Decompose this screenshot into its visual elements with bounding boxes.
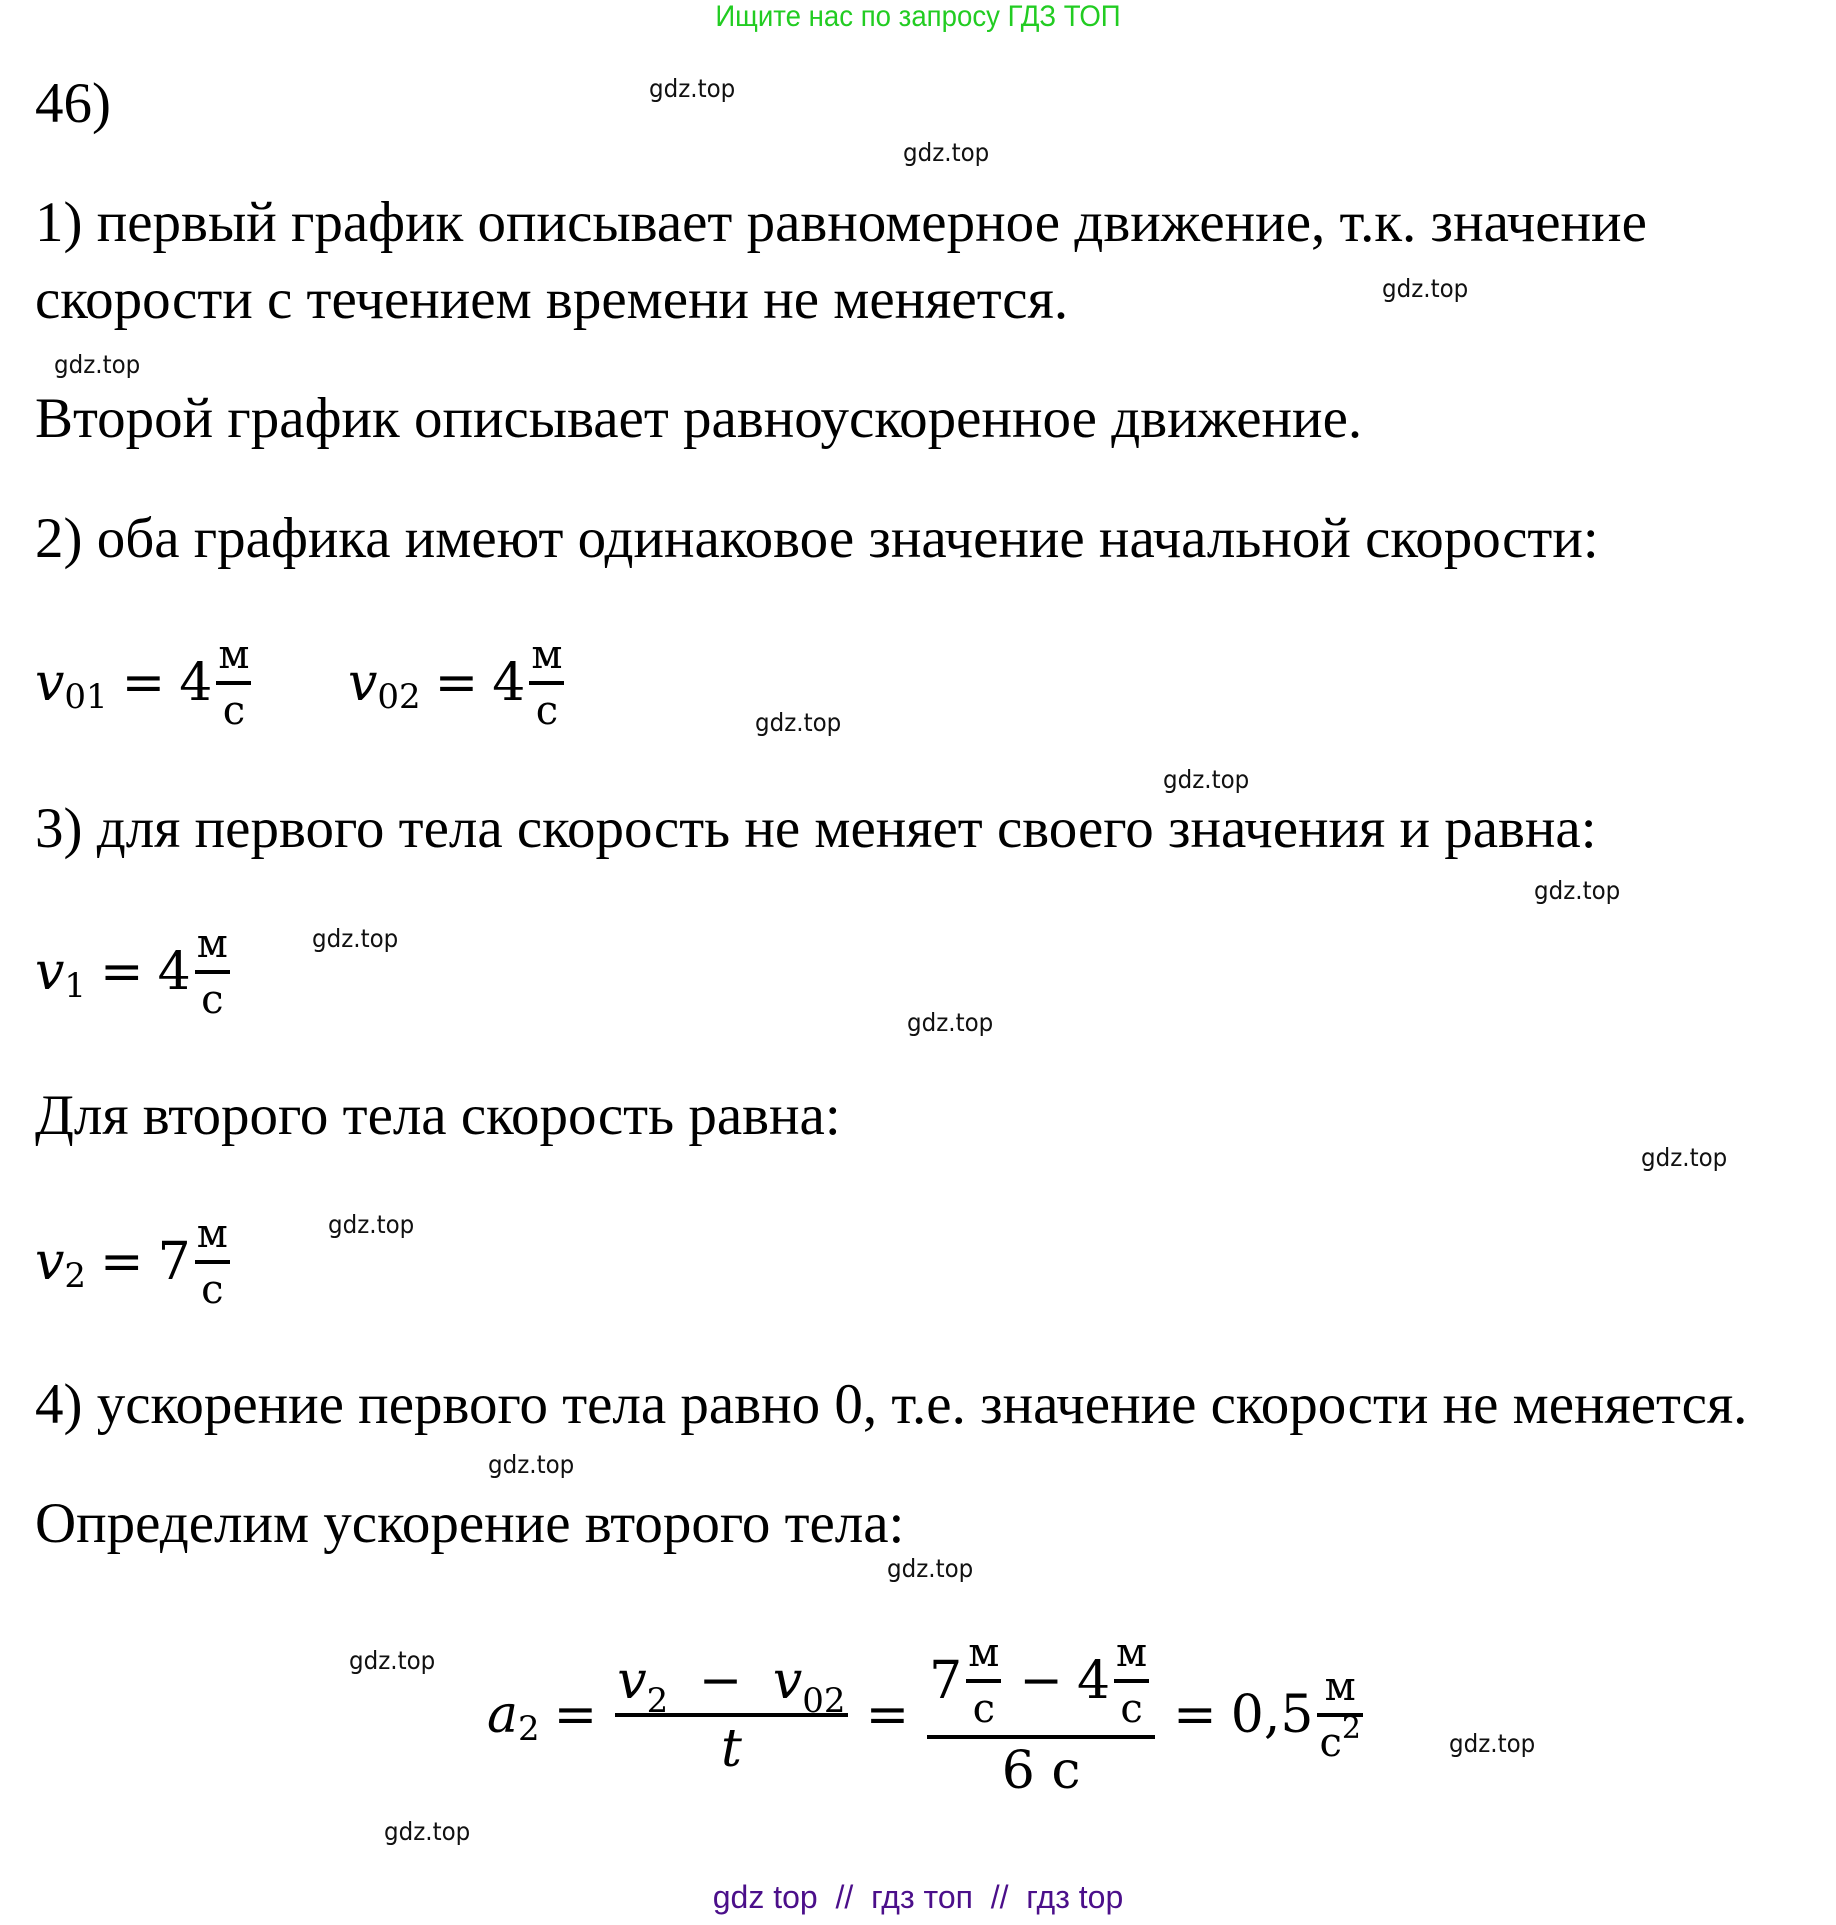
unit-exponent: 2: [1341, 1711, 1361, 1746]
v02-symbol: v: [348, 652, 378, 713]
unit-denominator: с: [535, 687, 559, 734]
equals-sign: =: [1173, 1685, 1217, 1745]
watermark: gdz.top: [1449, 1729, 1536, 1758]
v02-subscript: 02: [802, 1681, 846, 1721]
watermark: gdz.top: [1163, 765, 1250, 794]
unit-fraction: [216, 631, 251, 734]
unit-numerator: м: [1116, 1630, 1148, 1676]
equals-sign: =: [865, 1685, 910, 1745]
a2-subscript: 2: [518, 1709, 540, 1749]
watermark: gdz.top: [1382, 274, 1469, 303]
watermark: gdz.top: [907, 1008, 994, 1037]
v2-value: 7: [929, 1651, 963, 1711]
equation-v02: [348, 625, 568, 740]
equals-sign: =: [100, 941, 144, 1002]
watermark: gdz.top: [488, 1450, 575, 1479]
watermark: gdz.top: [328, 1210, 415, 1239]
acceleration-formula-fraction: [615, 1651, 847, 1779]
unit-denominator: с: [972, 1686, 995, 1732]
watermark: gdz.top: [54, 350, 141, 379]
watermark: gdz.top: [755, 708, 842, 737]
unit-denominator: с: [201, 1266, 224, 1313]
substituted-numerator: [927, 1630, 1155, 1732]
watermark: gdz.top: [1641, 1143, 1728, 1172]
result-unit-fraction: [1317, 1664, 1363, 1766]
v02-value: 4: [492, 652, 526, 713]
v02-subscript: 02: [377, 676, 421, 717]
v2-symbol: v: [35, 1231, 65, 1292]
equals-sign: =: [553, 1685, 598, 1745]
answer-1-second-graph: Второй график описывает равноускоренное движение.: [35, 387, 1363, 450]
v01-symbol: v: [35, 652, 65, 713]
unit-fraction: [966, 1630, 1001, 1732]
fraction-bar: [927, 1735, 1155, 1739]
unit-fraction: [529, 631, 564, 734]
unit-fraction: [195, 1210, 230, 1313]
v02-symbol: v: [772, 1651, 803, 1711]
v2-subscript: 2: [64, 1255, 87, 1296]
substituted-fraction: [927, 1630, 1155, 1801]
equals-sign: =: [121, 652, 166, 713]
time-value: 6 с: [1001, 1741, 1081, 1801]
watermark: gdz.top: [384, 1817, 471, 1846]
footer-links[interactable]: gdz top // гдз топ // гдз top: [712, 1879, 1124, 1915]
minus-sign: −: [1019, 1651, 1063, 1711]
v2-symbol: v: [617, 1651, 647, 1711]
time-symbol: t: [720, 1719, 742, 1779]
v1-value: 4: [157, 941, 191, 1002]
unit-denominator: [1317, 1711, 1363, 1766]
equation-v2: [35, 1204, 234, 1319]
v01-value: 4: [179, 652, 213, 713]
problem-number: 46): [35, 72, 111, 135]
answer-2: 2) оба графика имеют одинаковое значение начальной скорости:: [35, 507, 1599, 570]
equals-sign: =: [434, 652, 479, 713]
unit-numerator: м: [218, 631, 250, 678]
equation-a2: [487, 1620, 1367, 1810]
fraction-bar: [529, 681, 564, 685]
fraction-bar: [966, 1679, 1001, 1683]
watermark: gdz.top: [887, 1554, 974, 1583]
v01-subscript: 01: [64, 676, 108, 717]
promo-banner[interactable]: Ищите нас по запросу ГДЗ ТОП: [715, 0, 1121, 33]
watermark: gdz.top: [349, 1646, 436, 1675]
acceleration-result: 0,5: [1230, 1685, 1314, 1745]
v1-subscript: 1: [64, 965, 87, 1006]
unit-denominator: с: [222, 687, 246, 734]
equals-sign: =: [100, 1231, 144, 1292]
watermark: gdz.top: [1534, 876, 1621, 905]
fraction-bar: [216, 681, 251, 685]
answer-3: 3) для первого тела скорость не меняет своего значения и равна:: [35, 797, 1597, 860]
watermark: gdz.top: [312, 924, 399, 953]
answer-1-line-1: 1) первый график описывает равномерное движение, т.к. значение: [35, 191, 1647, 254]
unit-fraction: [1114, 1630, 1149, 1732]
a2-symbol: a: [487, 1685, 519, 1745]
v02-value: 4: [1076, 1651, 1111, 1711]
v2-value: 7: [157, 1231, 191, 1292]
fraction-bar: [1114, 1679, 1149, 1683]
answer-3-second-body: Для второго тела скорость равна:: [35, 1084, 841, 1147]
equation-v1: [35, 914, 234, 1029]
unit-numerator: м: [196, 920, 228, 967]
answer-4-second-body: Определим ускорение второго тела:: [35, 1492, 905, 1555]
formula-numerator: [615, 1651, 847, 1721]
equation-v01: [35, 625, 255, 740]
answer-4: 4) ускорение первого тела равно 0, т.е. значение скорости не меняется.: [35, 1373, 1748, 1436]
v2-subscript: 2: [646, 1681, 669, 1721]
unit-numerator: м: [968, 1630, 1000, 1676]
watermark: gdz.top: [903, 138, 990, 167]
v1-symbol: v: [35, 941, 65, 1002]
answer-1-line-2: скорости с течением времени не меняется.: [35, 268, 1069, 331]
unit-fraction: [195, 920, 230, 1023]
unit-denominator: с: [1120, 1686, 1143, 1732]
unit-numerator: м: [531, 631, 563, 678]
unit-denominator-base: с: [1319, 1720, 1342, 1766]
unit-numerator: м: [1324, 1664, 1356, 1710]
fraction-bar: [195, 1260, 230, 1264]
watermark: gdz.top: [649, 74, 736, 103]
fraction-bar: [195, 970, 230, 974]
unit-denominator: с: [201, 976, 224, 1023]
minus-sign: −: [698, 1651, 743, 1711]
unit-numerator: м: [196, 1210, 228, 1257]
